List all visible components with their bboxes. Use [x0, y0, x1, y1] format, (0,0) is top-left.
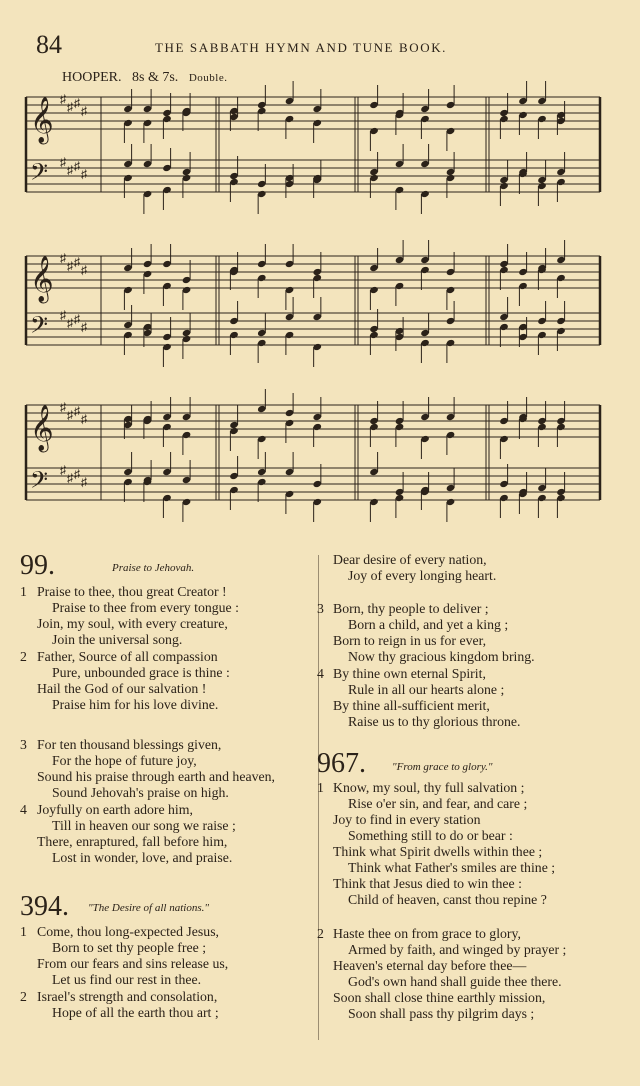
stanza-number: 4 [317, 666, 324, 681]
hymn-number: 967. [317, 748, 366, 779]
bass-clef-icon: 𝄢 [30, 158, 49, 191]
sharp-icon: ♯ [67, 471, 73, 485]
sharp-icon: ♯ [60, 308, 66, 322]
hymn-line: Till in heaven our song we raise ; [52, 818, 236, 833]
sharp-icon: ♯ [81, 167, 87, 181]
sharp-icon: ♯ [60, 155, 66, 169]
hymn-line: Heaven's eternal day before thee— [333, 958, 527, 973]
tune-meter-note: Double. [188, 72, 228, 84]
hymn-line: Praise to thee from every tongue : [52, 600, 239, 615]
hymn-line: Father, Source of all compassion [37, 649, 218, 664]
sharp-icon: ♯ [74, 159, 80, 173]
treble-clef-icon: 𝄞 [30, 405, 54, 451]
hymn-line: For the hope of future joy, [52, 753, 197, 768]
sharp-icon: ♯ [81, 475, 87, 489]
sharp-icon: ♯ [74, 96, 80, 110]
column-divider [318, 555, 319, 1040]
stanza-number: 2 [317, 926, 324, 941]
sharp-icon: ♯ [67, 259, 73, 273]
hymn-line: Praise him for his love divine. [52, 697, 219, 712]
tune-name: HOOPER. [62, 70, 122, 85]
hymn-line: Rise o'er sin, and fear, and care ; [348, 796, 528, 811]
sharp-icon: ♯ [60, 463, 66, 477]
music-score [0, 0, 640, 530]
hymn-line: Think what Father's smiles are thine ; [348, 860, 556, 875]
hymn-line: Soon shall pass thy pilgrim days ; [348, 1006, 535, 1021]
sharp-icon: ♯ [81, 412, 87, 426]
sharp-icon: ♯ [74, 404, 80, 418]
stanza-number: 3 [317, 601, 324, 616]
hymn-line: Come, thou long-expected Jesus, [37, 924, 220, 939]
sharp-icon: ♯ [60, 251, 66, 265]
hymn-line: Know, my soul, thy full salvation ; [333, 780, 525, 795]
hymn-line: Now thy gracious kingdom bring. [348, 649, 535, 664]
hymn-line: Joy to find in every station [333, 812, 481, 827]
hymn-line: Pure, unbounded grace is thine : [52, 665, 230, 680]
tune-meter: 8s & 7s. [132, 70, 179, 85]
stanza-number: 2 [20, 649, 27, 664]
hymn-line: Joy of every longing heart. [348, 568, 497, 583]
sharp-icon: ♯ [67, 163, 73, 177]
running-head: THE SABBATH HYMN AND TUNE BOOK. [155, 40, 448, 55]
hymn-line: Haste thee on from grace to glory, [333, 926, 521, 941]
stanza-number: 1 [317, 780, 324, 795]
hymn-line: By thine own eternal Spirit, [333, 666, 486, 681]
hymn-line: There, enraptured, fall before him, [37, 834, 228, 849]
sharp-icon: ♯ [81, 263, 87, 277]
hymn-line: Hope of all the earth thou art ; [52, 1005, 219, 1020]
hymn-line: By thine all-sufficient merit, [333, 698, 490, 713]
hymn-line: Born, thy people to deliver ; [333, 601, 489, 616]
hymn-line: Join the universal song. [52, 632, 183, 647]
hymn-line: Rule in all our hearts alone ; [348, 682, 505, 697]
sharp-icon: ♯ [74, 255, 80, 269]
hymn-line: Born to set thy people free ; [52, 940, 207, 955]
hymn-line: Joyfully on earth adore him, [37, 802, 193, 817]
sharp-icon: ♯ [81, 320, 87, 334]
sharp-icon: ♯ [60, 400, 66, 414]
hymn-line: Lost in wonder, love, and praise. [52, 850, 233, 865]
hymn-title: "The Desire of all nations." [88, 902, 209, 914]
hymn-line: Raise us to thy glorious throne. [348, 714, 521, 729]
hymn-line: Sound Jehovah's praise on high. [52, 785, 229, 800]
hymn-line: Join, my soul, with every creature, [37, 616, 228, 631]
hymn-line: Something still to do or bear : [348, 828, 513, 843]
hymn-line: From our fears and sins release us, [37, 956, 229, 971]
hymn-line: Hail the God of our salvation ! [37, 681, 207, 696]
hymn-line: Israel's strength and consolation, [37, 989, 218, 1004]
stanza-number: 2 [20, 989, 27, 1004]
hymn-line: God's own hand shall guide thee there. [348, 974, 562, 989]
hymn-number: 99. [20, 550, 55, 581]
hymn-line: For ten thousand blessings given, [37, 737, 222, 752]
bass-clef-icon: 𝄢 [30, 311, 49, 344]
hymn-title: Praise to Jehovah. [112, 562, 195, 574]
sharp-icon: ♯ [67, 408, 73, 422]
hymn-line: Let us find our rest in thee. [52, 972, 202, 987]
stanza-number: 1 [20, 584, 27, 599]
hymn-line: Armed by faith, and winged by prayer ; [348, 942, 567, 957]
bass-clef-icon: 𝄢 [30, 466, 49, 499]
sharp-icon: ♯ [74, 467, 80, 481]
hymn-title: "From grace to glory." [392, 761, 493, 773]
hymn-line: Born a child, and yet a king ; [348, 617, 509, 632]
hymn-line: Think what Spirit dwells within thee ; [333, 844, 543, 859]
page-number: 84 [36, 30, 62, 59]
treble-clef-icon: 𝄞 [30, 256, 54, 302]
sharp-icon: ♯ [81, 104, 87, 118]
stanza-number: 1 [20, 924, 27, 939]
sharp-icon: ♯ [67, 316, 73, 330]
stanza-number: 3 [20, 737, 27, 752]
hymn-line: Think that Jesus died to win thee : [333, 876, 522, 891]
hymn-line: Soon shall close thine earthly mission, [333, 990, 546, 1005]
stanza-number: 4 [20, 802, 27, 817]
treble-clef-icon: 𝄞 [30, 97, 54, 143]
hymn-number: 394. [20, 891, 69, 922]
sharp-icon: ♯ [67, 100, 73, 114]
hymn-line: Dear desire of every nation, [333, 552, 487, 567]
hymn-line: Child of heaven, canst thou repine ? [348, 892, 547, 907]
hymn-line: Sound his praise through earth and heaven, [37, 769, 275, 784]
hymn-line: Born to reign in us for ever, [333, 633, 487, 648]
sharp-icon: ♯ [60, 92, 66, 106]
sharp-icon: ♯ [74, 312, 80, 326]
hymn-line: Praise to thee, thou great Creator ! [37, 584, 227, 599]
